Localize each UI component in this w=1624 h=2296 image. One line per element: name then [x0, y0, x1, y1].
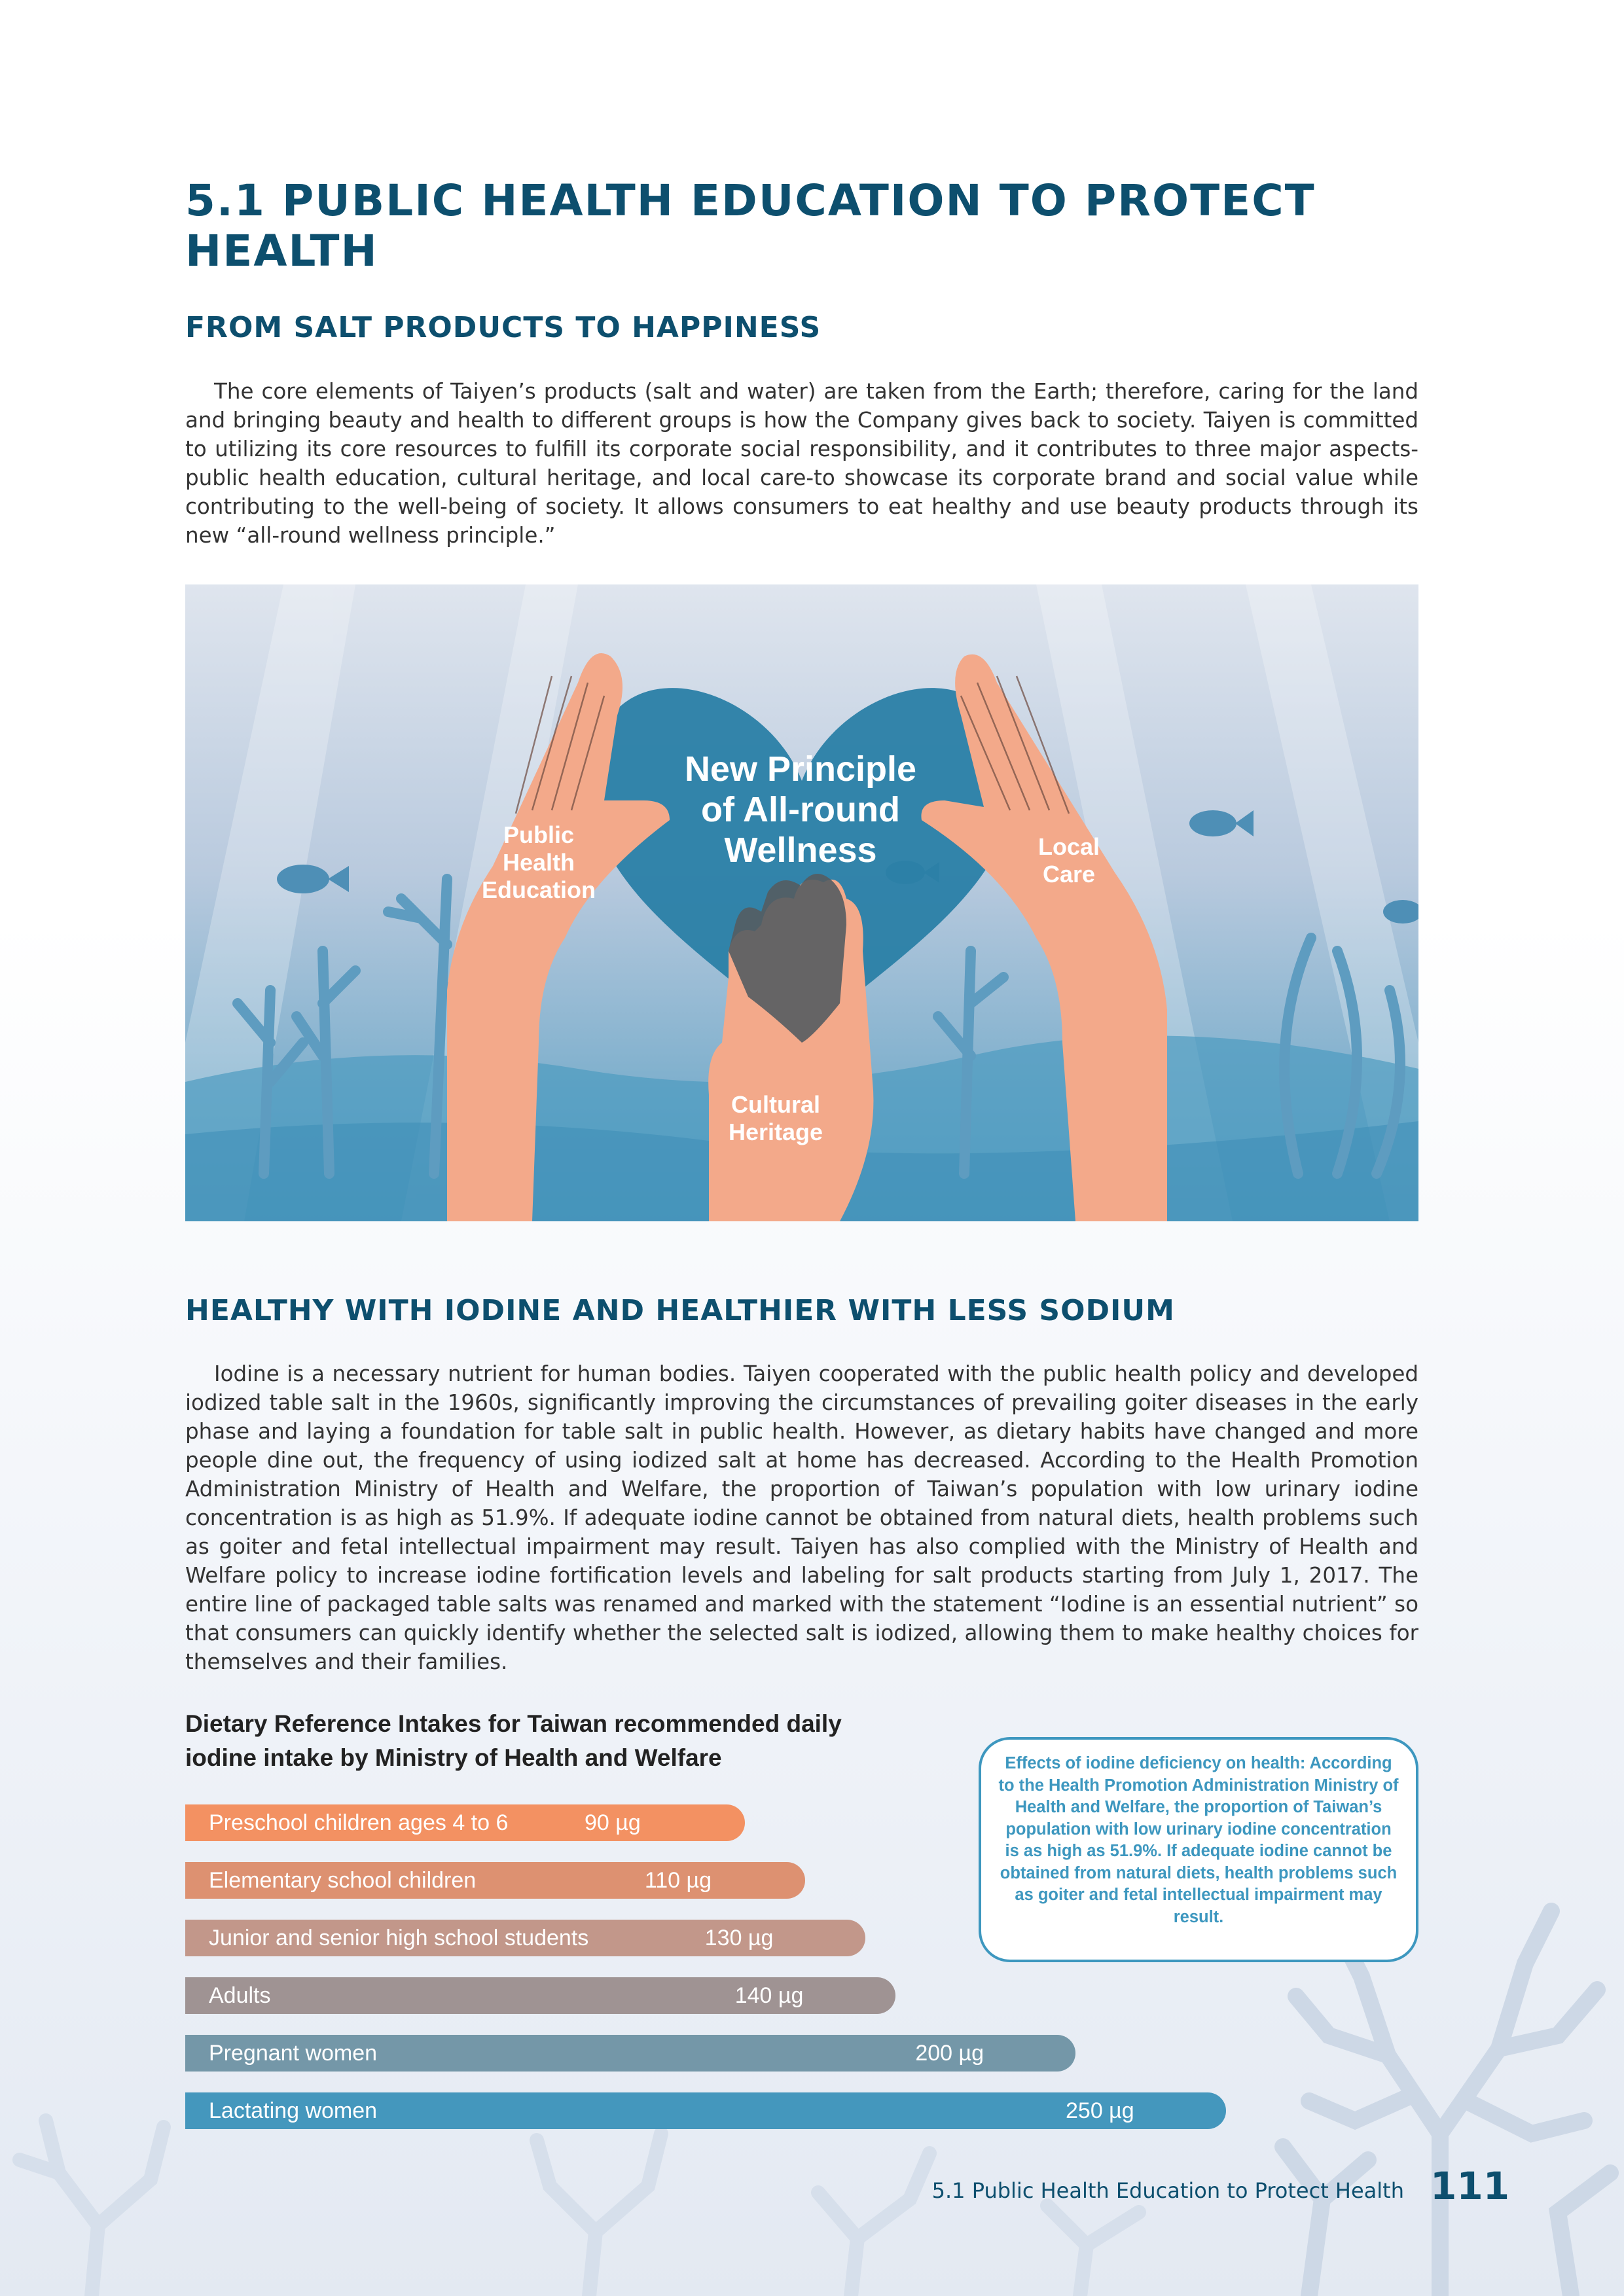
chart-bar-label: Junior and senior high school students — [209, 1926, 589, 1950]
page-number: 111 — [1430, 2164, 1510, 2208]
heart-label-line3: Wellness — [724, 831, 877, 870]
chart-bar-label: Preschool children ages 4 to 6 — [209, 1810, 509, 1835]
wellness-illustration — [185, 584, 1418, 1221]
left-hand-label-line2: Health — [502, 849, 575, 876]
chart-bar-label: Lactating women — [209, 2098, 378, 2123]
chart-bar-value: 130 µg — [704, 1926, 774, 1950]
page-title: 5.1 PUBLIC HEALTH EDUCATION TO PROTECT HEALTH — [185, 175, 1316, 276]
chart-bar — [185, 1977, 895, 2014]
chart-bar-value: 90 µg — [585, 1810, 641, 1835]
chart-title: Dietary Reference Intakes for Taiwan recommended daily iodine intake by Ministry of Health and Welfare — [185, 1710, 842, 1771]
heart-label-line1: New Principle — [684, 749, 917, 789]
chart-bar — [185, 1804, 745, 1841]
chart-bar-label: Adults — [209, 1983, 271, 2008]
left-hand-label-line1: Public — [503, 821, 575, 848]
chart-bar-label: Elementary school children — [209, 1868, 477, 1893]
chart-bar-value: 200 µg — [915, 2041, 984, 2066]
left-hand-label-line3: Education — [481, 876, 596, 903]
bottom-hand-label-line2: Heritage — [728, 1119, 823, 1145]
chart-bar — [185, 1920, 865, 1956]
chart-bar-value: 250 µg — [1066, 2098, 1134, 2123]
footer-section-name: 5.1 Public Health Education to Protect Health — [931, 2178, 1404, 2203]
right-hand-label-line2: Care — [1042, 861, 1096, 888]
chart-bar — [185, 2092, 1226, 2129]
paragraph-iodine: Iodine is a necessary nutrient for human bodies. Taiyen cooperated with the public health policy and developed iodized table salt in the 1960s, significantly improving the circumstances of prevailing goiter diseases in the early phase and laying a foundation for table salt in public health. However, as dietary habits have changed and more people dine out, the frequency of using iodized salt at home has decreased. According to the Health Promotion Administration Ministry of Health and Welfare, the proportion of Taiwan’s population with low urinary iodine concentration is as high as 51.9%. If adequate iodine cannot be obtained from natural diets, health problems such as goiter and fetal intellectual impairment may result. Taiyen has also complied with the Ministry of Health and Welfare policy to increase iodine fortification levels and labeling for salt products starting from July 1, 2017. The entire line of packaged table salts was renamed and marked with the statement “Iodine is an essential nutrient” so that consumers can quickly identify whether the selected salt is iodized, allowing them to make healthy choices for themselves and their families. — [185, 1361, 1418, 1674]
chart-bar-value: 140 µg — [734, 1983, 804, 2008]
section-title-iodine: HEALTHY WITH IODINE AND HEALTHIER WITH LESS SODIUM — [185, 1294, 1175, 1327]
bottom-hand-label-line1: Cultural — [731, 1091, 821, 1118]
chart-bar — [185, 2035, 1075, 2072]
iodine-deficiency-info-box: Effects of iodine deficiency on health: According to the Health Promotion Administration Ministry of Health and Welfare, the proportion of Taiwan’s population with low urinary iodine concentration is as high as 51.9%. If adequate iodine cannot be obtained from natural diets, health problems such as goiter and fetal intellectual impairment may result. — [979, 1737, 1418, 1962]
paragraph-salt-to-happiness: The core elements of Taiyen’s products (salt and water) are taken from the Earth; therefore, caring for the land and bringing beauty and health to different groups is how the Company gives back to society. Taiyen is committed to utilizing its core resources to fulfill its corporate social responsibility, and it contributes to three major aspects-public health education, cultural heritage, and local care-to showcase its corporate brand and social value while contributing to the well-being of society. It allows consumers to eat healthy and use beauty products through its new “all-round wellness principle.” — [185, 379, 1418, 548]
section-title-salt-to-happiness: FROM SALT PRODUCTS TO HAPPINESS — [185, 311, 821, 344]
chart-bar-value: 110 µg — [644, 1868, 712, 1893]
chart-bar — [185, 1862, 805, 1899]
right-hand-label-line1: Local — [1038, 833, 1100, 860]
heart-label-line2: of All-round — [701, 790, 900, 829]
chart-bar-label: Pregnant women — [209, 2041, 378, 2066]
